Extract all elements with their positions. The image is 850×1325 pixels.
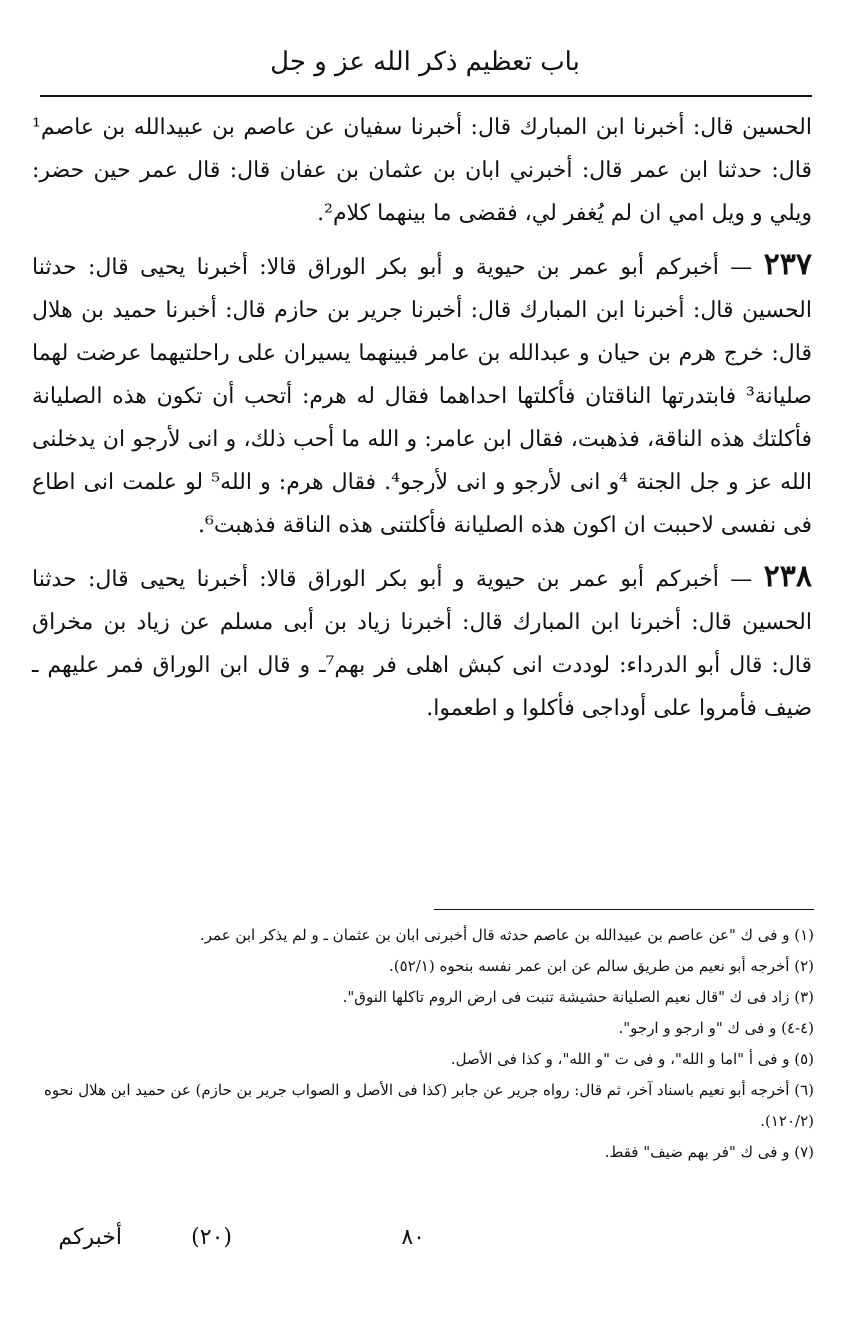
footnote-7: (٧) و فى ك "فر بهم ضيف" فقط. — [604, 1143, 814, 1161]
header-divider — [40, 95, 812, 97]
footnote-2: (٢) أخرجه أبو نعيم من طريق سالم عن ابن عمر نفسه بنحوه (٥٢/١). — [389, 957, 814, 975]
paragraph-238 — [32, 555, 812, 730]
paragraph-237-text: — أخبركم أبو عمر بن حيوية و أبو بكر الوراق قالا: أخبرنا يحيى قال: حدثنا الحسين قال: أخبرنا ابن المبارك قال: أخبرنا جرير بن حازم قال: أخبرنا حميد بن هلال قال: خرج هرم بن حيان و عبدالله بن عامر فبينهما يسيران على راحلتيهما عرضت لهما صليانة³ فابتدرتها الناقتان فأكلتها احداهما فقال له هرم: أتحب أن تكون هذه الصليانة فأكلتك هذه الناقة، فذهبت، فقال ابن عامر: و الله ما أحب ذلك، و انى لأرجو ان يدخلنى الله عز و جل الجنة ⁴و انى لأرجو و انى لأرجو⁴. فقال هرم: و الله⁵ لو علمت انى اطاع فى نفسى لاحببت ان اكون هذه الصليانة فأكلتنى هذه الناقة فذهبت⁶. — [32, 255, 813, 538]
footnotes — [22, 920, 814, 1168]
paragraph-1: الحسين قال: أخبرنا ابن المبارك قال: أخبرنا سفيان عن عاصم بن عبيدالله بن عاصم¹ قال: حدثنا ابن عمر قال: أخبرني ابان بن عثمان بن عفان قال: قال عمر حين حضر: ويلي و ويل امي ان لم يُغفر لي، فقضى ما بينهما كلام². — [32, 115, 812, 226]
main-text — [32, 106, 812, 738]
hadith-number-237: ٢٣٧ — [763, 247, 812, 282]
hadith-number-238: ٢٣٨ — [763, 559, 812, 594]
page-header-title: باب تعظيم ذكر الله عز و جل — [270, 47, 580, 77]
footnote-1: (١) و فى ك "عن عاصم بن عبيدالله بن عاصم حدثه قال أخبرنى ابان بن عثمان ـ و لم يذكر ابن عمر. — [199, 926, 814, 944]
footnote-5: (٥) و فى أ "اما و الله"، و فى ت "و الله"، و كذا فى الأصل. — [450, 1050, 814, 1068]
page-number: ٨٠ — [401, 1225, 425, 1250]
catchword: أخبركم — [58, 1225, 122, 1250]
page-footer — [0, 1225, 850, 1265]
footnote-3: (٣) زاد فى ك "قال نعيم الصليانة حشيشة تنبت فى ارض الروم تاكلها النوق". — [342, 988, 814, 1006]
signature-mark: (٢٠) — [191, 1225, 232, 1250]
paragraph-238-text: — أخبركم أبو عمر بن حيوية و أبو بكر الوراق قالا: أخبرنا يحيى قال: حدثنا الحسين قال: أخبرنا ابن المبارك قال: أخبرنا زياد بن أبى مسلم عن زياد بن مخراق قال: قال أبو الدرداء: لوددت انى كبش اهلى فر بهم⁷ـ و قال ابن الوراق فمر عليهم ـ ضيف فأمروا على أوداجى فأكلوا و اطعموا. — [32, 567, 812, 721]
footnote-6: (٦) أخرجه أبو نعيم باسناد آخر، ثم قال: رواه جرير عن جابر (كذا فى الأصل و الصواب جرير بن حازم) عن حميد ابن هلال نحوه (١٢٠/٢). — [44, 1081, 814, 1130]
paragraph-237 — [32, 243, 812, 547]
footnote-divider — [434, 909, 814, 910]
footnote-4: (٤-٤) و فى ك "و ارجو و ارجو". — [618, 1019, 814, 1037]
